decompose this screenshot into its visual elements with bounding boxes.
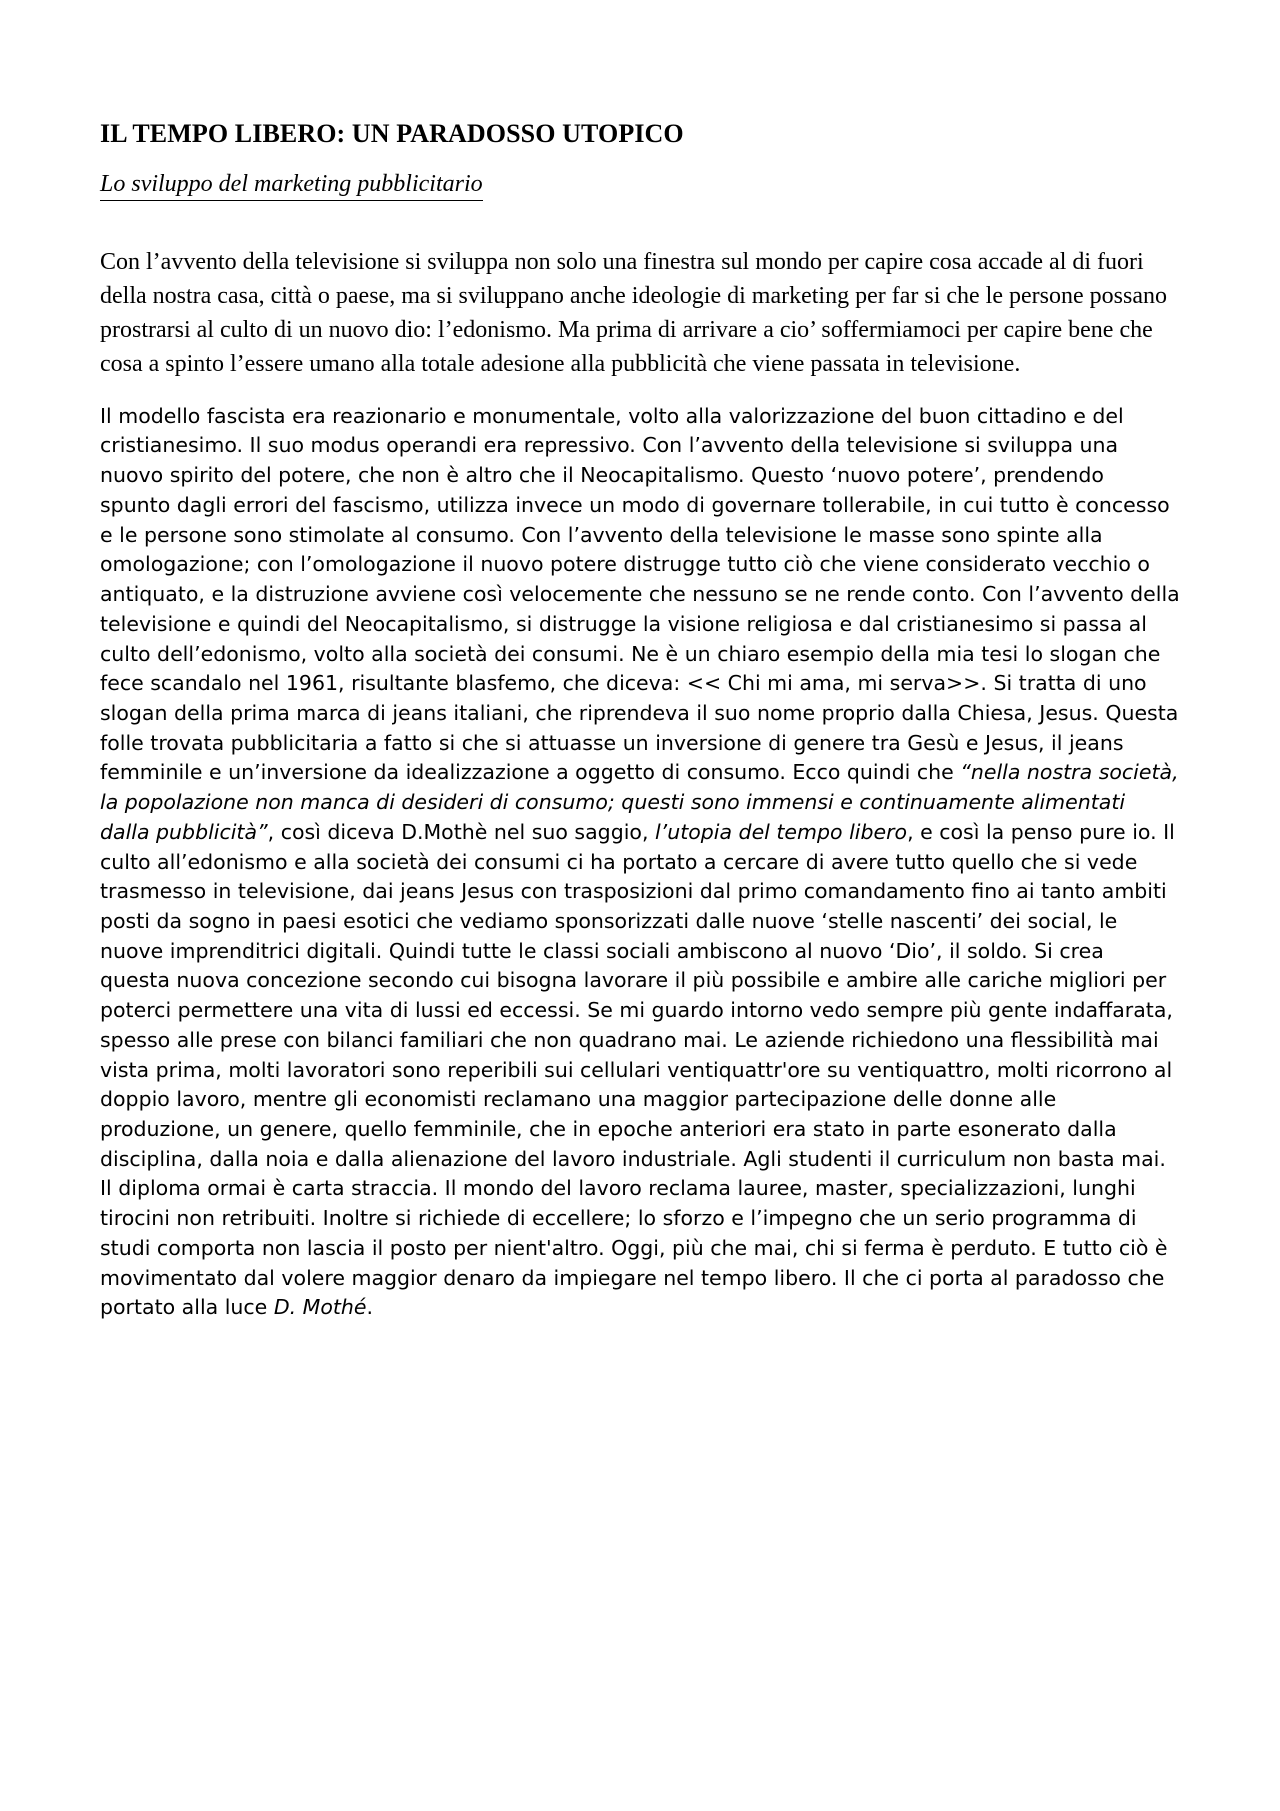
body-text-part-2: , così diceva D.Mothè nel suo saggio, (267, 819, 655, 844)
section-subtitle-wrap (100, 169, 1180, 223)
body-text-part-4: . (366, 1295, 374, 1320)
paragraph-body (100, 402, 1180, 1323)
body-author-reference: D. Mothé (273, 1295, 367, 1320)
body-quote: “nella nostra società, la popolazione non manca di desideri di consumo; questi sono immensi e continuamente alimentati dalla pubblicità” (100, 760, 1179, 844)
body-text-part-3: , e così la penso pure io. Il culto all’edonismo e alla società dei consumi ci ha portato a cercare di avere tutto quello che si vede trasmesso in televisione, dai jeans Jesus con trasposizioni dal primo comandamento fino ai tanto ambiti posti da sogno in paesi esotici che vediamo sponsorizzati dalle nuove ‘stelle nascenti’ dei social, le nuove imprenditrici digitali. Quindi tutte le classi sociali ambiscono al nuovo ‘Dio’, il soldo. Si crea questa nuova concezione secondo cui bisogna lavorare il più possibile e ambire alle cariche migliori per poterci permettere una vita di lussi ed eccessi. Se mi guardo intorno vedo sempre più gente indaffarata, spesso alle prese con bilanci familiari che non quadrano mai. Le aziende richiedono una flessibilità mai vista prima, molti lavoratori sono reperibili sui cellulari ventiquattr'ore su ventiquattro, molti ricorrono al doppio lavoro, mentre gli economisti reclamano una maggior partecipazione delle donne alle produzione, un genere, quello femminile, che in epoche anteriori era stato in parte esonerato dalla disciplina, dalla noia e dalla alienazione del lavoro industriale. Agli studenti il curriculum non basta mai. Il diploma ormai è carta straccia. Il mondo del lavoro reclama lauree, master, specializzazioni, lunghi tirocini non retribuiti. Inoltre si richiede di eccellere; lo sforzo e l’impegno che un serio programma di studi comporta non lascia il posto per nient'altro. Oggi, più che mai, chi si ferma è perduto. E tutto ciò è movimentato dal volere maggior denaro da impiegare nel tempo libero. Il che ci porta al paradosso che portato alla luce (100, 819, 1175, 1320)
paragraph-intro: Con l’avvento della televisione si sviluppa non solo una finestra sul mondo per capire cosa accade al di fuori della nostra casa, città o paese, ma si sviluppano anche ideologie di marketing per far si che le persone possano prostrarsi al culto di un nuovo dio: l’edonismo. Ma prima di arrivare a cio’ soffermiamoci per capire bene che cosa a spinto l’essere umano alla totale adesione alla pubblicità che viene passata in televisione. (100, 248, 1167, 378)
body-work-title: l’utopia del tempo libero (654, 819, 908, 844)
page-title: IL TEMPO LIBERO: UN PARADOSSO UTOPICO (100, 119, 684, 148)
body-text-part-1: Il modello fascista era reazionario e monumentale, volto alla valorizzazione del buon cittadino e del cristianesimo. Il suo modus operandi era repressivo. Con l’avvento della televisione si sviluppa una nuovo spirito del potere, che non è altro che il Neocapitalismo. Questo ‘nuovo potere’, prendendo spunto dagli errori del fascismo, utilizza invece un modo di governare tollerabile, in cui tutto è concesso e le persone sono stimolate al consumo. Con l’avvento della televisione le masse sono spinte alla omologazione; con l’omologazione il nuovo potere distrugge tutto ciò che viene considerato vecchio o antiquato, e la distruzione avviene così velocemente che nessuno se ne rende conto. Con l’avvento della televisione e quindi del Neocapitalismo, si distrugge la visione religiosa e dal cristianesimo si passa al culto dell’edonismo, volto alla società dei consumi. Ne è un chiaro esempio della mia tesi lo slogan che fece scandalo nel 1961, risultante blasfemo, che diceva: << Chi mi ama, mi serva>>. Si tratta di uno slogan della prima marca di jeans italiani, che riprendeva il suo nome proprio dalla Chiesa, Jesus. Questa folle trovata pubblicitaria a fatto si che si attuasse un inversione di genere tra Gesù e Jesus, il jeans femminile e un’inversione da idealizzazione a oggetto di consumo. Ecco quindi che (100, 403, 1180, 785)
section-subtitle: Lo sviluppo del marketing pubblicitario (100, 169, 483, 201)
